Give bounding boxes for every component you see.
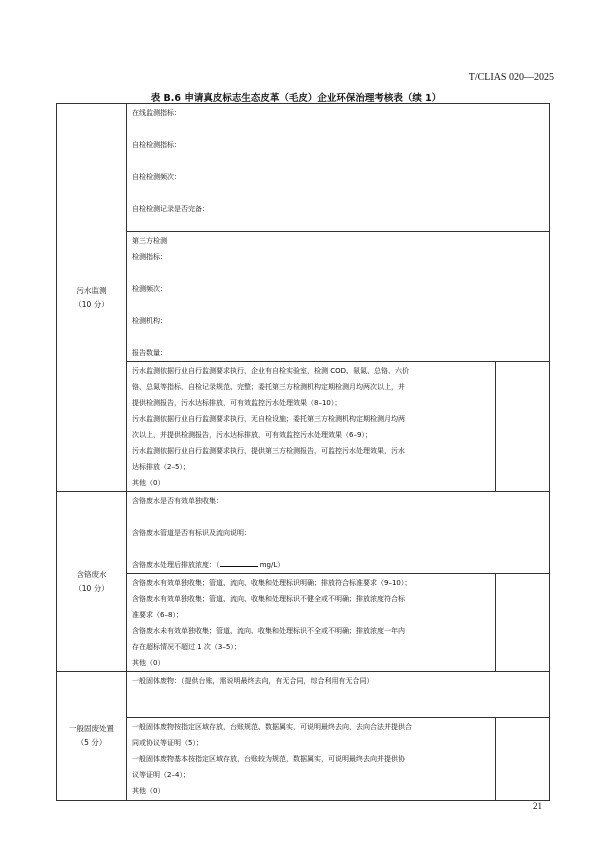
category-score: （10 分）: [74, 583, 109, 593]
criteria-line: 其他（0）: [132, 787, 165, 795]
criteria-line: 一般固体废物按指定区域存放，台账规范、数据属实，可说明最终去向，去向合法并提供合: [132, 723, 412, 731]
criteria-line: 提供检测报告，污水达标排放，可有效监控污水处理效果（8–10）；: [132, 399, 342, 407]
criteria-line: 污水监测依据行业自行监测要求执行，提供第三方检测报告，可监控污水处理效果，污水: [132, 447, 405, 455]
criteria-line: 其他（0）: [132, 479, 165, 487]
criteria-line: 含铬废水有效单独收集；管道、流向、收集和处理标识不健全或不明确；排放浓度符合标: [132, 595, 405, 603]
category-name: 含铬废水: [76, 569, 107, 579]
info-line: 报告数量：: [132, 349, 167, 357]
standard-id: T/CLIAS 020—2025: [468, 72, 554, 83]
info-line: 含铬废水是否有效单独收集：: [132, 497, 223, 505]
category-score: （10 分）: [74, 299, 109, 309]
info-line: 自检检测记录是否完备：: [132, 205, 209, 213]
criteria-line: 一般固体废物基本按指定区域存放，台账较为规范，数据属实，可说明最终去向并提供协: [132, 755, 405, 763]
solid-info-cell: [127, 672, 550, 718]
category-score: （5 分）: [76, 738, 107, 747]
criteria-line: 存在超标情况不超过 1 次（3–5）；: [132, 643, 241, 651]
info-line: 检测机构：: [132, 317, 167, 325]
criteria-line: 污水监测依据行业自行监测要求执行，企业有自检实验室，检测 COD、氨氮、总铬、六价: [132, 367, 410, 375]
concentration-blank[interactable]: [220, 558, 258, 567]
info-line: 含铬废水管道是否有标识及流向说明：: [132, 529, 251, 537]
table-title: 表 B.6 申请真皮标志生态皮革（毛皮）企业环保治理考核表（续 1）: [150, 93, 442, 104]
online-monitoring-cell: [127, 104, 550, 232]
info-line: 在线监测指标：: [132, 109, 181, 117]
concentration-line: [132, 557, 546, 573]
criteria-line: 含铬废水有效单独收集；管道、流向、收集和处理标识明确；排放符合标准要求（9–10）；: [132, 579, 412, 587]
score-cell[interactable]: [496, 362, 550, 492]
concentration-unit: mg/L）: [257, 561, 285, 569]
criteria-cell: [127, 362, 496, 492]
page-number: 21: [533, 801, 542, 811]
criteria-line: 铬、总氮等指标，自检记录规范、完整；委托第三方检测机构定期检测月均两次以上，并: [132, 383, 405, 391]
info-line: 自检检测频次：: [132, 173, 181, 181]
info-line: 第三方检测: [132, 237, 167, 245]
criteria-line: 次以上，并提供检测报告，污水达标排放，可有效监控污水处理效果（6–9）；: [132, 431, 372, 439]
assessment-table: [56, 103, 550, 801]
category-solid-waste: [57, 672, 127, 801]
info-line: 自检检测指标：: [132, 141, 181, 149]
criteria-line: 同或协议等证明（5）；: [132, 739, 203, 747]
category-chrome: [57, 492, 127, 672]
criteria-line: 准要求（6–8）；: [132, 611, 183, 619]
criteria-line: 其他（0）: [132, 659, 165, 667]
criteria-line: 议等证明（2–4）；: [132, 771, 190, 779]
score-cell[interactable]: [496, 574, 550, 672]
category-name: 污水监测: [76, 285, 107, 295]
category-name: 一般固废处置: [69, 724, 114, 733]
info-line: 检测频次：: [132, 285, 167, 293]
criteria-cell: [127, 718, 496, 801]
criteria-line: 达标排放（2–5）；: [132, 463, 190, 471]
category-wastewater: [57, 104, 127, 492]
chrome-info-cell: [127, 492, 550, 574]
score-cell[interactable]: [496, 718, 550, 801]
concentration-label: 含铬废水处理后排放浓度：（: [132, 561, 220, 569]
criteria-line: 污水监测依据行业自行监测要求执行，无自检设施；委托第三方检测机构定期检测月均两: [132, 415, 405, 423]
criteria-cell: [127, 574, 496, 672]
third-party-cell: [127, 232, 550, 362]
criteria-line: 含铬废水未有效单独收集；管道、流向、收集和处理标识不全或不明确；排放浓度一年内: [132, 627, 405, 635]
info-line: 一般固体废物：（提供台账，需说明最终去向，有无合同，综合利用有无合同）: [132, 677, 374, 685]
info-line: 检测指标：: [132, 253, 167, 261]
